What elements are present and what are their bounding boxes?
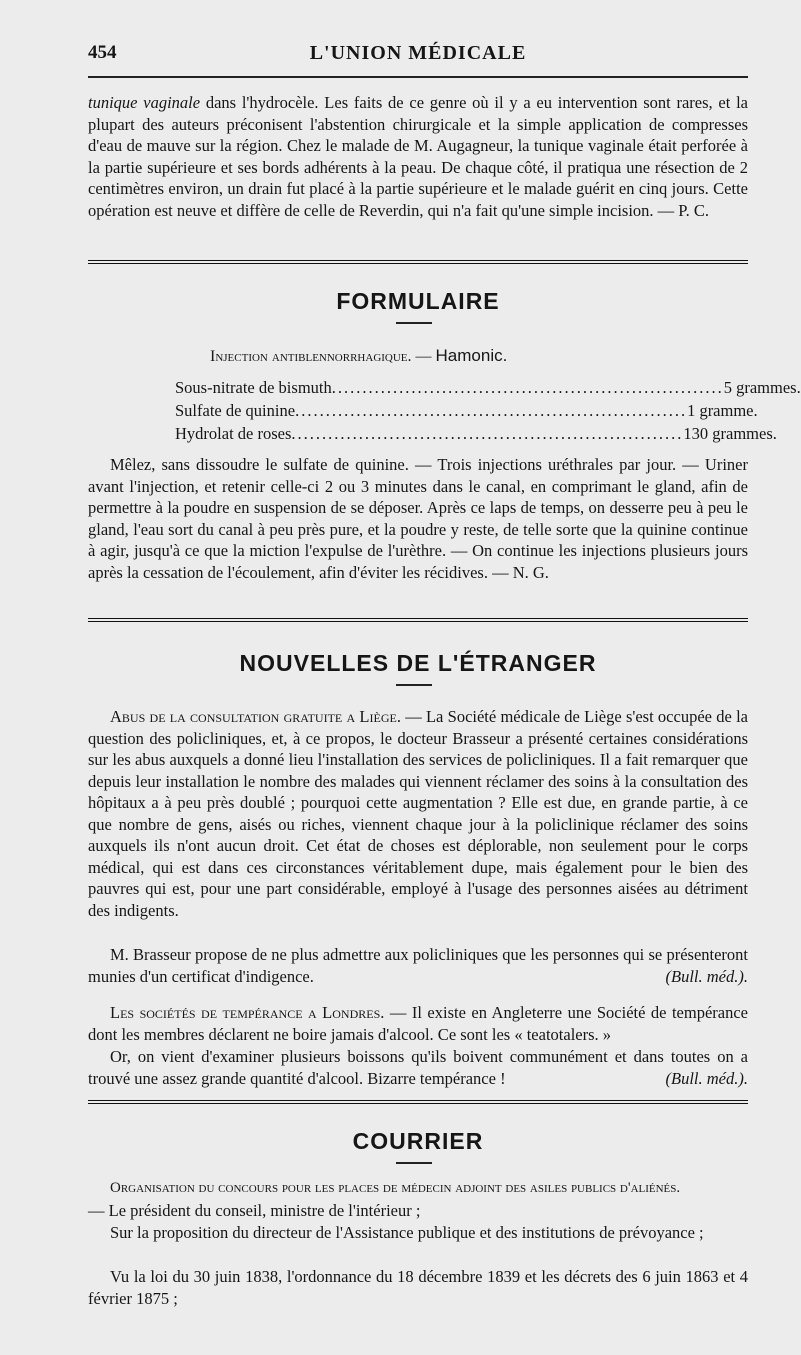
header-rule (88, 76, 748, 78)
formula-separator: — (411, 348, 436, 365)
ingredient-name: Sous-nitrate de bismuth (175, 378, 332, 397)
news-source: (Bull. méd.). (665, 966, 748, 986)
news-source: (Bull. méd.). (665, 1068, 748, 1088)
news-item-title: Abus de la consultation gratuite a Liège. (110, 707, 401, 726)
leader-dots: ................................................................ (295, 401, 688, 420)
courrier-heading: COURRIER (352, 1128, 484, 1154)
courrier-title-text: Organisation du concours pour les places de médecin adjoint des asiles publics d'aliénés. (110, 1180, 681, 1196)
section-rule (88, 1100, 748, 1108)
heading-underline (396, 684, 432, 686)
news-item-liege-conclusion (88, 944, 748, 987)
intro-text: dans l'hydrocèle. Les faits de ce genre où il y a eu intervention sont rares, et la plupart des auteurs préconisent l'abstention chirurgicale et la simple application de compresses d'eau de mauve sur la région. Chez le malade de M. Augagneur, la tunique vaginale était perforée à la partie supérieure et ses bords adhérents à la peau. De chaque côté, il pratiqua une résection de 2 centimètres environ, un drain fut placé à la partie supérieure et le malade guérit en cinq jours. Cette opération est neuve et diffère de celle de Reverdin, qui n'a fait qu'une simple incision. — P. C. (88, 93, 748, 220)
news-item-text: — Il existe en Angleterre une Société de tempérance dont les membres déclarent ne boire jamais d'alcool. Ce sont les « teatotalers. » (88, 1003, 749, 1044)
news-item-title: Les sociétés de tempérance a Londres. (110, 1003, 385, 1022)
courrier-line: Vu la loi du 30 juin 1838, l'ordonnance du 18 décembre 1839 et les décrets des 6 juin 1863 et 4 février 1875 ; (88, 1267, 748, 1308)
section-rule (88, 618, 748, 626)
news-item-text: M. Brasseur propose de ne plus admettre aux policliniques que les personnes qui se présenteront munies d'un certificat d'indigence. (88, 945, 748, 986)
news-item-text: — La Société médicale de Liège s'est occupée de la question des policliniques, et, à ce propos, le docteur Brasseur a présenté certaines considérations sur les abus auxquels a donné lieu l'installation des services de policliniques. Il a fait remarquer que depuis leur installation le nombre des malades qui viennent réclamer des soins à la consultation des hôpitaux a à peu près doublé ; pourquoi cette augmentation ? Elle est due, en grande partie, à ce que nombre de gens, aisés ou riches, viennent chaque jour à la policlinique réclamer des soins auxquels ils n'ont aucun droit. Cet état de choses est déplorable, non seulement pour le corps médical, qui est dans ces circonstances véritablement dupe, mais également pour le bien des pauvres qui est, pour une part considérable, employé à l'usage des personnes aisées au détriment des indigents. (88, 707, 748, 920)
heading-underline (396, 322, 432, 324)
ingredient-quantity: 130 grammes. (683, 424, 777, 443)
formula-author: Hamonic. (435, 346, 508, 365)
ingredient-quantity: 5 grammes. (723, 378, 801, 397)
journal-title: L'UNION MÉDICALE (309, 42, 527, 64)
intro-lead: tunique vaginale (88, 93, 201, 112)
ingredient-row (175, 378, 801, 400)
heading-underline (396, 1162, 432, 1164)
ingredient-row (175, 424, 777, 446)
news-item-londres (88, 1002, 748, 1045)
courrier-line: Sur la proposition du directeur de l'Assistance publique et des institutions de prévoyance ; (110, 1223, 704, 1242)
courrier-line: — Le président du conseil, ministre de l'intérieur ; (88, 1201, 421, 1220)
leader-dots: ................................................................ (291, 424, 684, 443)
leader-dots: ................................................................ (331, 378, 724, 397)
nouvelles-heading: NOUVELLES DE L'ÉTRANGER (239, 650, 597, 676)
ingredient-row (175, 401, 758, 423)
page-number: 454 (88, 42, 117, 63)
news-item-text: Or, on vient d'examiner plusieurs boissons qu'ils boivent communément et dans toutes on a trouvé une assez grande quantité d'alcool. Bizarre tempérance ! (88, 1047, 748, 1088)
news-item-liege (88, 706, 748, 921)
ingredient-quantity: 1 gramme. (687, 401, 758, 420)
courrier-item-title (88, 1178, 748, 1200)
ingredient-name: Hydrolat de roses (175, 424, 292, 443)
formula-instructions: Mêlez, sans dissoudre le sulfate de quinine. — Trois injections uréthrales par jour. — Uriner avant l'injection, et retenir celle-ci 2 ou 3 minutes dans le canal, en comprimant le gland, afin de permettre à la poudre en suspension de se déposer. Après ce laps de temps, on desserre peu à peu le gland, l'eau sort du canal à peu près pure, et la poudre y reste, de telle sorte que la quinine continue à agir, jusqu'à ce que la miction l'expulse de l'urèthre. — On continue les injections plusieurs jours après la cessation de l'écoulement, afin d'éviter les récidives. — N. G. (88, 455, 748, 582)
formulaire-heading: FORMULAIRE (336, 288, 500, 314)
intro-paragraph (88, 92, 748, 221)
formula-name: Injection antiblennorrhagique. (210, 348, 412, 365)
ingredient-name: Sulfate de quinine (175, 401, 296, 420)
formula-title (210, 346, 748, 366)
running-header (88, 40, 748, 70)
section-rule (88, 260, 748, 268)
news-item-londres-followup (88, 1046, 748, 1089)
